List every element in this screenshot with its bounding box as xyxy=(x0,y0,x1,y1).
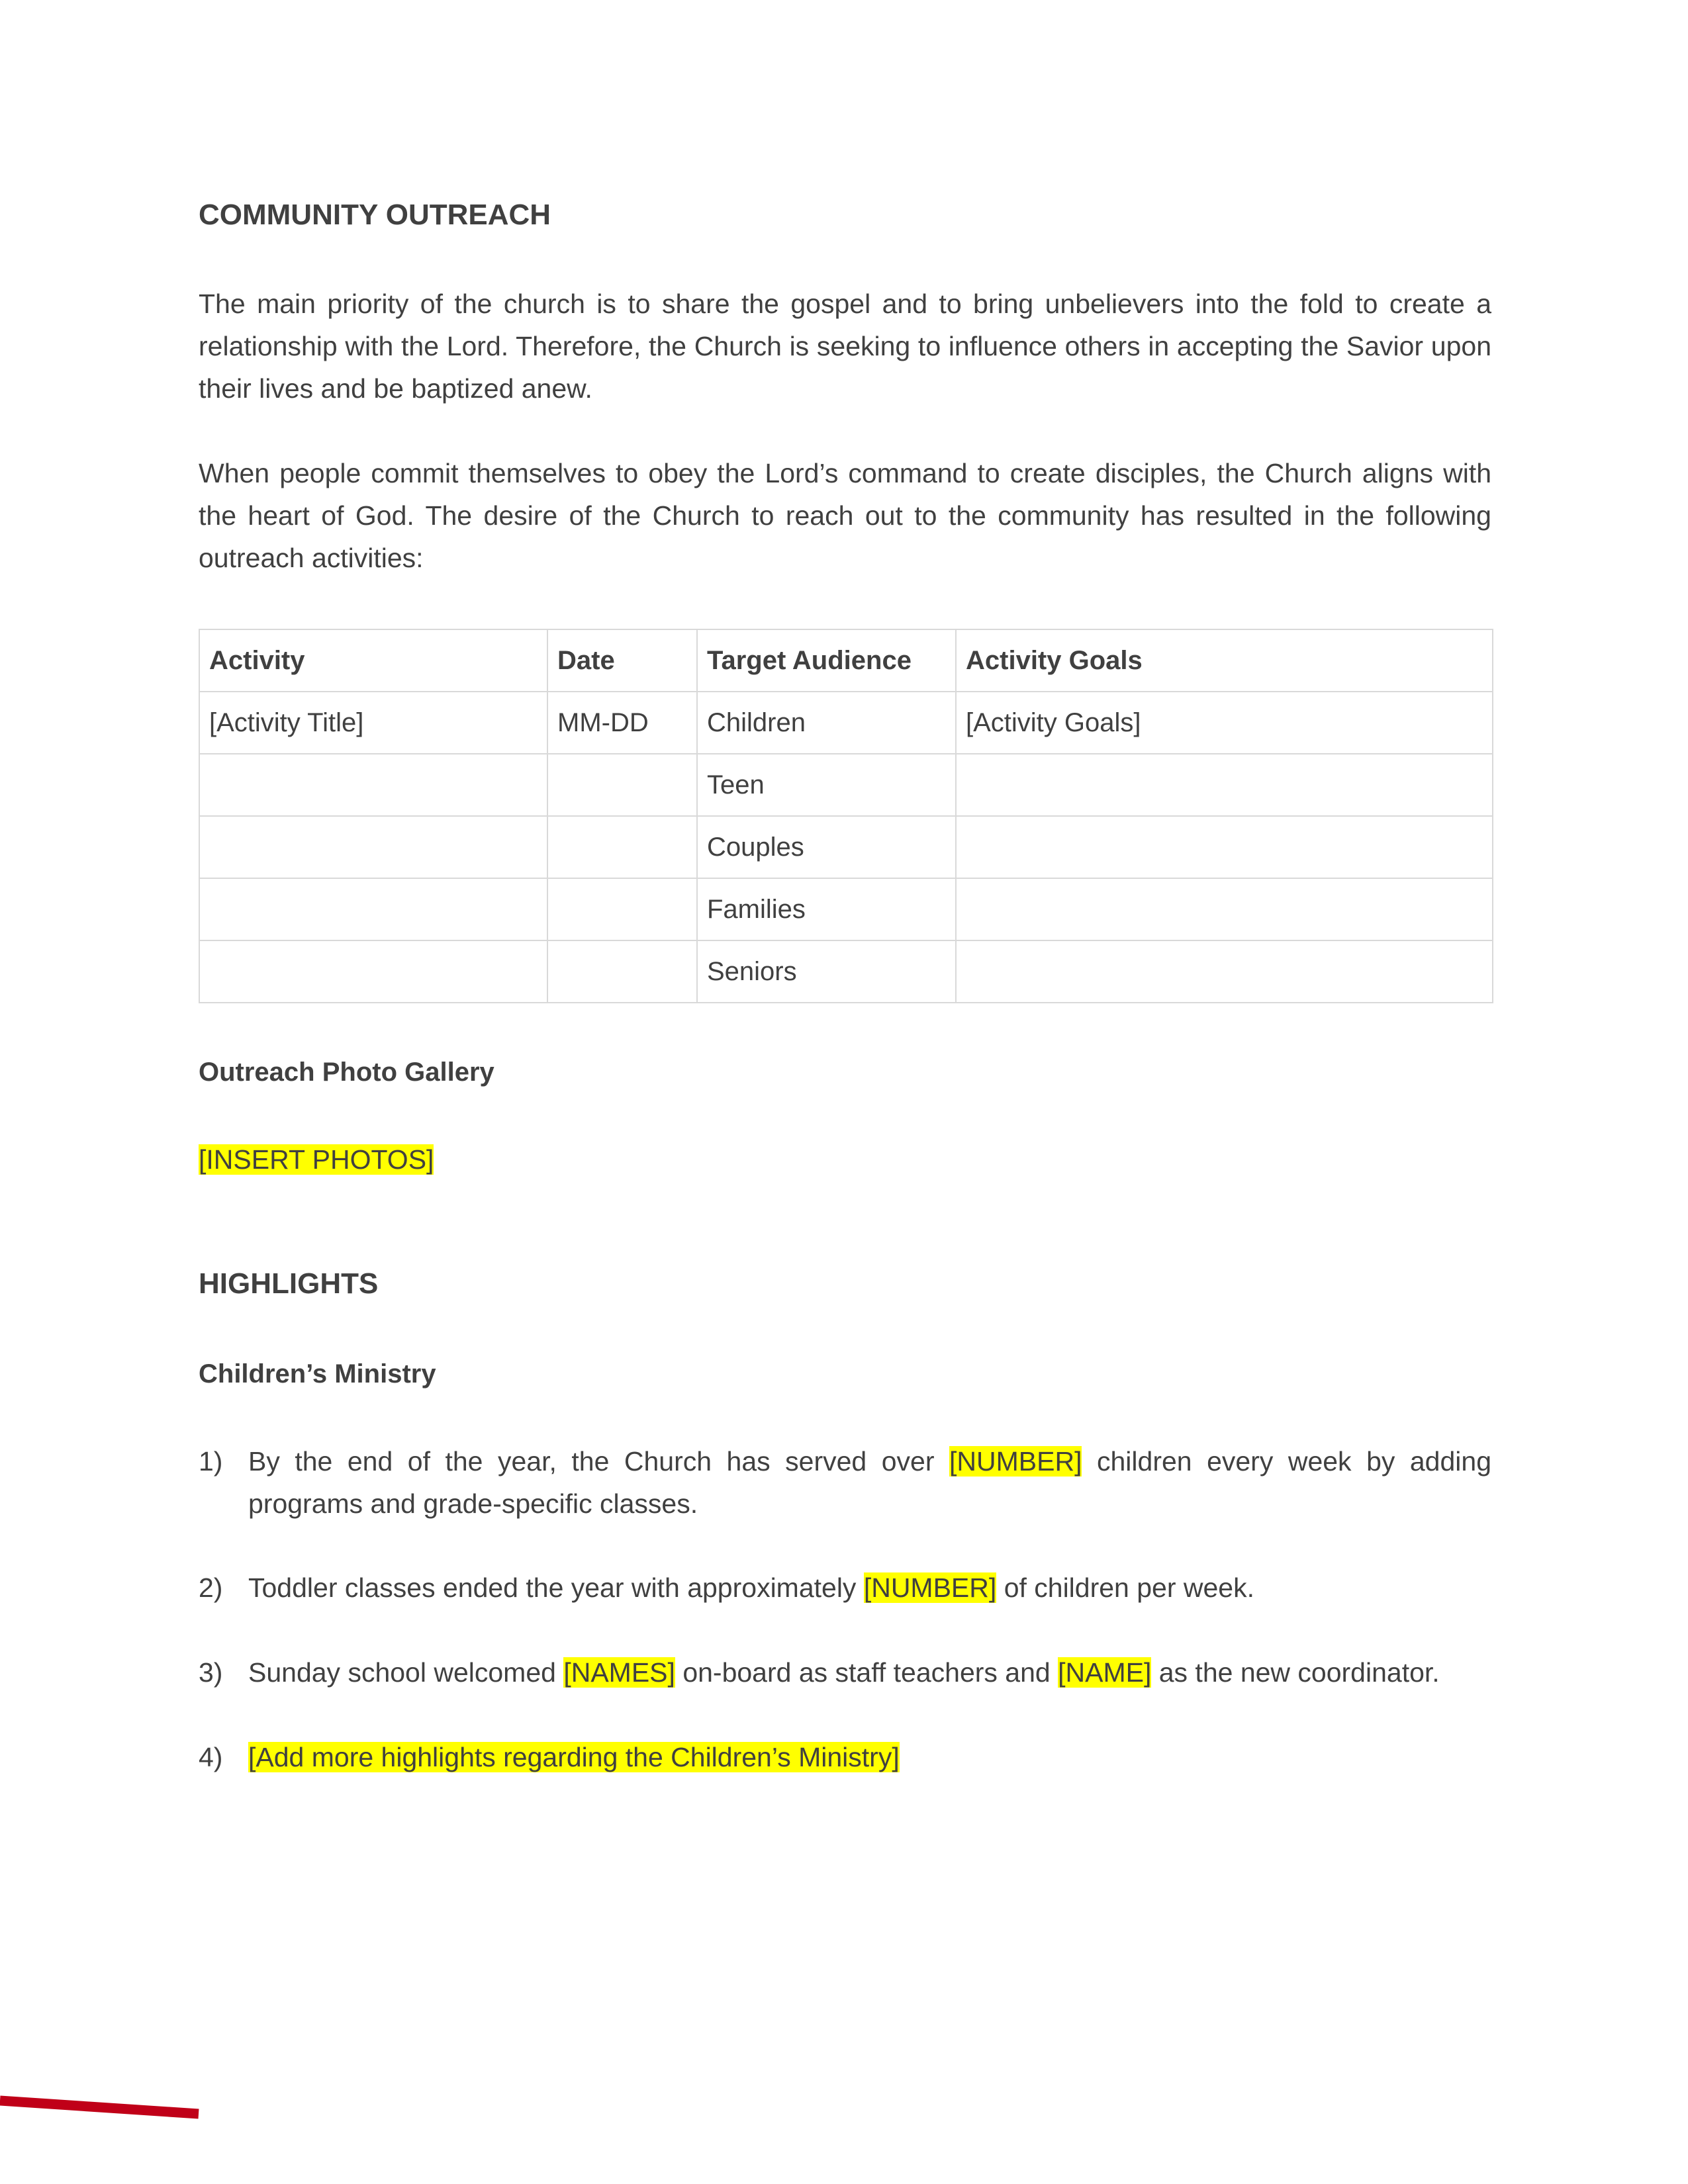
list-text-segment: By the end of the year, the Church has served over xyxy=(248,1446,950,1477)
table-cell: [Activity Title] xyxy=(199,692,547,754)
list-item xyxy=(199,1651,1491,1694)
table-cell xyxy=(199,940,547,1003)
list-number: 2) xyxy=(199,1572,223,1603)
table-cell xyxy=(547,940,697,1003)
table-cell xyxy=(547,754,697,816)
list-number: 1) xyxy=(199,1446,223,1477)
table-cell: Seniors xyxy=(697,940,956,1003)
column-header-activity: Activity xyxy=(199,629,547,692)
table-row xyxy=(199,692,1493,754)
name-placeholder: [NAME] xyxy=(1058,1657,1152,1688)
column-header-target-audience: Target Audience xyxy=(697,629,956,692)
list-text-segment: Sunday school welcomed xyxy=(248,1657,564,1688)
list-item xyxy=(199,1736,1491,1778)
table-cell: MM-DD xyxy=(547,692,697,754)
table-cell xyxy=(547,816,697,878)
number-placeholder: [NUMBER] xyxy=(949,1446,1082,1477)
table-cell: Couples xyxy=(697,816,956,878)
photo-gallery-heading: Outreach Photo Gallery xyxy=(199,1058,494,1087)
table-row xyxy=(199,878,1493,940)
list-number: 3) xyxy=(199,1657,223,1688)
table-cell xyxy=(199,816,547,878)
photo-gallery-placeholder-line xyxy=(199,1138,434,1181)
community-outreach-heading: COMMUNITY OUTREACH xyxy=(199,199,551,231)
names-placeholder: [NAMES] xyxy=(563,1657,675,1688)
column-header-activity-goals: Activity Goals xyxy=(956,629,1493,692)
red-accent-stripe xyxy=(0,2091,212,2131)
table-cell xyxy=(547,878,697,940)
red-accent-line xyxy=(0,2101,199,2114)
table-cell: Children xyxy=(697,692,956,754)
list-text-segment: Toddler classes ended the year with approximately xyxy=(248,1572,864,1603)
table-cell: [Activity Goals] xyxy=(956,692,1493,754)
table-cell xyxy=(956,754,1493,816)
list-item xyxy=(199,1567,1491,1609)
table-row xyxy=(199,816,1493,878)
insert-photos-placeholder: [INSERT PHOTOS] xyxy=(199,1144,434,1175)
number-placeholder: [NUMBER] xyxy=(863,1572,997,1603)
table-row xyxy=(199,754,1493,816)
list-item xyxy=(199,1440,1491,1525)
add-highlights-placeholder: [Add more highlights regarding the Children’s Ministry] xyxy=(248,1742,900,1772)
intro-paragraph: The main priority of the church is to share the gospel and to bring unbelievers into the fold to create a relationship with the Lord. Therefore, the Church is seeking to influence others in accepting the Savior upon their lives and be baptized anew. xyxy=(199,289,1491,404)
table-cell xyxy=(956,940,1493,1003)
outreach-activities-table xyxy=(199,629,1493,1003)
table-cell xyxy=(199,878,547,940)
childrens-ministry-heading: Children’s Ministry xyxy=(199,1359,436,1388)
list-text-segment: of children per week. xyxy=(996,1572,1254,1603)
list-text-segment: children every week by adding programs and grade-specific classes. xyxy=(248,1446,1491,1519)
table-cell xyxy=(956,816,1493,878)
outreach-paragraph: When people commit themselves to obey the Lord’s command to create disciples, the Church aligns with the heart of God. The desire of the Church to reach out to the community has resulted in the following outreach activities: xyxy=(199,458,1491,573)
list-item-text xyxy=(248,1736,1491,1778)
table-cell: Families xyxy=(697,878,956,940)
list-text-segment: as the new coordinator. xyxy=(1151,1657,1440,1688)
list-number: 4) xyxy=(199,1742,223,1772)
table-cell xyxy=(956,878,1493,940)
list-text-segment: on-board as staff teachers and xyxy=(675,1657,1058,1688)
list-item-text xyxy=(248,1651,1491,1694)
table-cell xyxy=(199,754,547,816)
list-item-text xyxy=(248,1440,1491,1525)
list-item-text xyxy=(248,1567,1491,1609)
column-header-date: Date xyxy=(547,629,697,692)
table-row xyxy=(199,940,1493,1003)
table-header-row xyxy=(199,629,1493,692)
highlights-heading: HIGHLIGHTS xyxy=(199,1267,379,1300)
table-cell: Teen xyxy=(697,754,956,816)
